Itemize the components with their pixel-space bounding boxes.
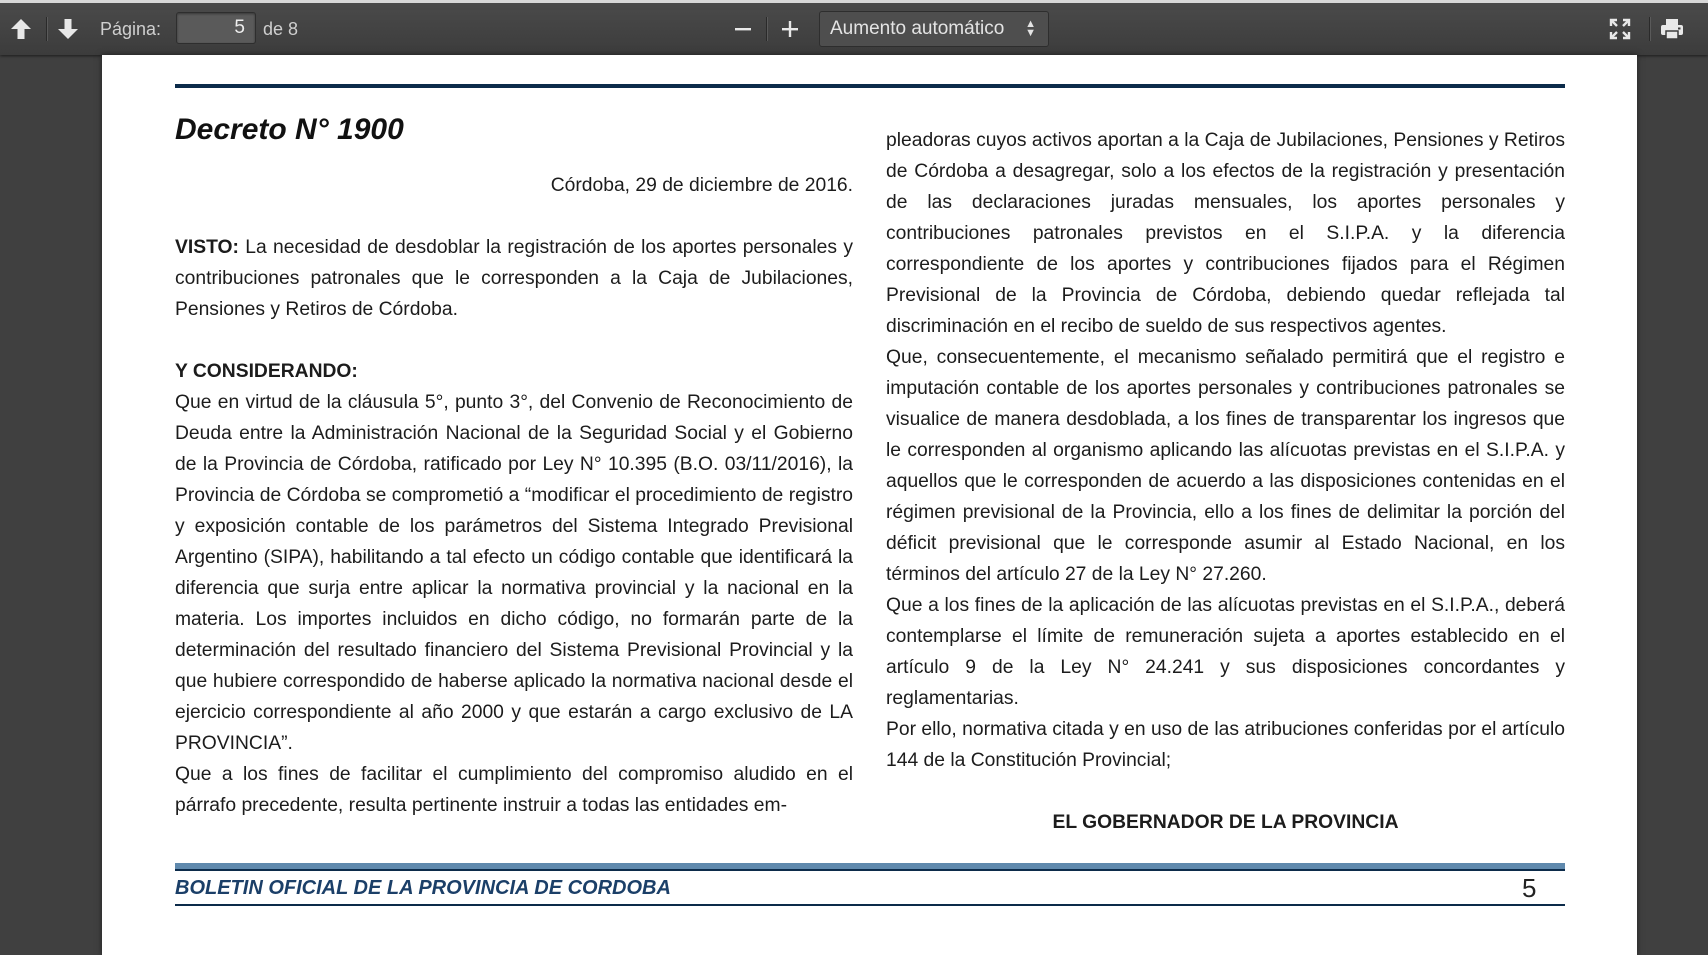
toolbar-separator (766, 17, 768, 41)
right-column (886, 125, 1565, 857)
paragraph-3: Que, consecuentemente, el mecanismo señalado permitirá que el registro e imputación contable de los aportes personales y contribuciones patronales se visualice de manera desdoblada, a los fines de transparentar los ingresos que le corresponden al organismo aplicando las alícuotas previstas en el S.I.P.A. y aquellos que le corresponden de acuerdo a las disposiciones contenidas en el régimen previsional de la Provincia, ello a los fines de delimitar la porción del déficit previsional que le corresponde asumir al Estado Nacional, en los términos del artículo 27 de la Ley N° 27.260. (886, 347, 1565, 585)
paragraph-5: Por ello, normativa citada y en uso de las atribuciones conferidas por el artículo 144 de la Constitución Provincial; (886, 719, 1565, 771)
arrow-up-icon (9, 17, 33, 41)
decree-date: Córdoba, 29 de diciembre de 2016. (550, 175, 853, 196)
toolbar-separator (46, 17, 48, 41)
minus-icon (733, 19, 753, 39)
considerando-heading: Y CONSIDERANDO: (175, 361, 358, 382)
left-column (175, 110, 853, 821)
visto-paragraph (175, 232, 853, 325)
fullscreen-icon (1608, 17, 1632, 41)
footer-rule-top (175, 869, 1565, 871)
select-arrows-icon: ▲ ▼ (1025, 18, 1036, 39)
next-page-button[interactable] (53, 11, 83, 47)
zoom-select[interactable] (819, 11, 1049, 47)
footer-page-number: 5 (1522, 873, 1537, 903)
pdf-page (102, 55, 1637, 955)
print-icon (1659, 17, 1685, 41)
plus-icon (780, 19, 800, 39)
print-button[interactable] (1655, 11, 1689, 47)
pdf-toolbar (0, 0, 1708, 55)
previous-page-button[interactable] (6, 11, 36, 47)
page-count-label: de 8 (263, 19, 299, 39)
zoom-select-value: Aumento automático (830, 18, 1005, 39)
paragraph-2-start: Que a los fines de facilitar el cumplimiento del compromiso aludido en el párrafo precedente, resulta pertinente instruir a todas las entidades em- (175, 764, 853, 816)
paragraph-2-end: pleadoras cuyos activos aportan a la Caja de Jubilaciones, Pensiones y Retiros de Córdoba a desagregar, solo a los efectos de la registración y presentación de las declaraciones juradas mensuales, los aportes personales y contribuciones patronales previstos en el S.I.P.A. y la diferencia correspondiente de los aportes y contribuciones fijados para el Régimen Previsional de la Provincia de Córdoba, debiendo quedar reflejada tal discriminación en el recibo de sueldo de sus respectivos agentes. (886, 130, 1565, 337)
page-number-input[interactable] (176, 12, 256, 44)
presentation-mode-button[interactable] (1603, 11, 1637, 47)
paragraph-1: Que en virtud de la cláusula 5°, punto 3°, del Convenio de Reconocimiento de Deuda entre la Administración Nacional de la Seguridad Social y el Gobierno de la Provincia de Córdoba, ratificado por Ley N° 10.395 (B.O. 03/11/2016), la Provincia de Córdoba se comprometió a “modificar el procedimiento de registro y exposición contable de los parámetros del Sistema Integrado Previsional Argentino (SIPA), habilitando a tal efecto un código contable que identificará la diferencia que surja entre aplicar la normativa provincial y la nacional en la materia. Los importes incluidos en dicho código, no formarán parte de la determinación del resultado financiero del Sistema Previsional Provincial y la que hubiere correspondido de haberse aplicado la normativa nacional desde el ejercicio correspondiente al año 2000 y que estarán a cargo exclusivo de LA PROVINCIA”. (175, 392, 853, 754)
footer-rule-bottom (175, 904, 1565, 906)
toolbar-separator (1649, 17, 1651, 41)
page-label: Página: (100, 19, 162, 39)
footer-publication-title: BOLETIN OFICIAL DE LA PROVINCIA DE CORDOBA (175, 877, 671, 899)
paragraph-4: Que a los fines de la aplicación de las alícuotas previstas en el S.I.P.A., deberá contemplarse el límite de remuneración sujeta a aportes establecido en el artículo 9 de la Ley N° 24.241 y sus disposiciones concordantes y reglamentarias. (886, 595, 1565, 709)
header-rule (175, 84, 1565, 88)
zoom-in-button[interactable] (775, 11, 805, 47)
visto-text: La necesidad de desdoblar la registración de los aportes personales y contribuciones patronales que le corresponden a la Caja de Jubilaciones, Pensiones y Retiros de Córdoba. (175, 237, 853, 320)
visto-label: VISTO: (175, 237, 239, 258)
governor-heading: EL GOBERNADOR DE LA PROVINCIA (1052, 812, 1399, 833)
zoom-out-button[interactable] (728, 11, 758, 47)
arrow-down-icon (56, 17, 80, 41)
decree-title: Decreto N° 1900 (175, 113, 404, 146)
